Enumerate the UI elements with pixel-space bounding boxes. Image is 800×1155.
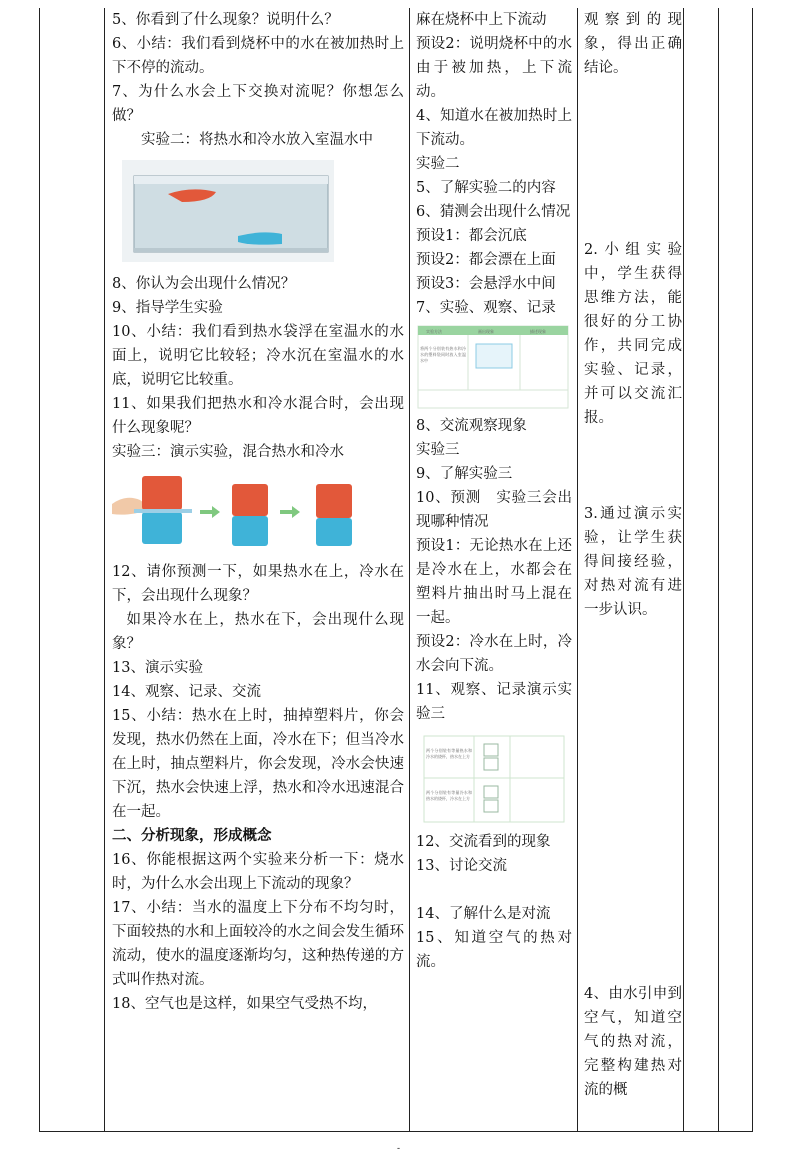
tank-bottom [134, 248, 328, 252]
text-line: 预设2：冷水在上时，冷水会向下流。 [416, 634, 572, 674]
text-line: 4、知道水在被加热时上下流动。 [416, 108, 572, 148]
text-line: 2.小组实验中，学生获得思维方法，能很好的分工协作，共同完成实验、记录，并可以交流汇报。 [584, 242, 682, 426]
text-line: 4、由水引申到空气，知道空气的热对流，完整构建热对流的概 [584, 986, 682, 1098]
text-line: 12、交流看到的现象 [416, 834, 551, 850]
arrow-icon [200, 506, 220, 518]
worksheet-cell: 将两个分别装有热水和冷水的塑料袋同时放入室温水中 [420, 346, 466, 363]
beaker-final-bottom [316, 518, 352, 546]
text-line: 7、实验、观察、记录 [416, 300, 556, 316]
text-line: 5、了解实验二的内容 [416, 180, 556, 196]
text-line: 14、了解什么是对流 [416, 906, 551, 922]
table-border-col2 [409, 8, 410, 1131]
text-line: 7、为什么水会上下交换对流呢？你想怎么做？ [112, 84, 404, 124]
beaker-cold-bottom [142, 512, 182, 544]
text-line: 12、请你预测一下，如果热水在上，冷水在下，会出现什么现象？ [112, 564, 404, 604]
water-tank [134, 176, 328, 252]
text-line: 13、讨论交流 [416, 858, 507, 874]
text-line: 预设1：都会沉底 [416, 228, 527, 244]
arrow-icon [280, 506, 300, 518]
text-line: 预设2：说明烧杯中的水由于被加热，上下流动。 [416, 36, 572, 100]
beaker-hot-top [142, 476, 182, 510]
text-line: 预设2：都会漂在上面 [416, 252, 556, 268]
text-line: 实验二 [416, 156, 460, 172]
worksheet-table-1 [416, 320, 572, 414]
experiment-2-tank-image [112, 152, 404, 272]
beaker-mix-bottom [232, 516, 268, 546]
text-line: 15、知道空气的热对流。 [416, 930, 572, 970]
text-line: 9、指导学生实验 [112, 300, 223, 316]
section-heading: 二、分析现象，形成概念 [112, 827, 272, 844]
beaker-mix-top [232, 484, 268, 516]
text-line: 实验三 [416, 442, 460, 458]
text-line: 3.通过演示实验，让学生获得间接经验，对热对流有进一步认识。 [584, 506, 682, 618]
page-number: - [397, 1144, 401, 1154]
experiment-3-beakers-image [112, 464, 404, 560]
table-border-col4 [683, 8, 684, 1131]
header-cell: 画出现象 [478, 329, 494, 334]
plastic-sheet [134, 509, 192, 513]
table-border-col3 [577, 8, 578, 1131]
spacer [416, 878, 572, 902]
text-line: 6、小结：我们看到烧杯中的水在被加热时上下不停的流动。 [112, 36, 404, 76]
text-line: 13、演示实验 [112, 660, 203, 676]
teacher-activity-column [112, 8, 404, 1016]
worksheet-cell: 两个分别装有等量热水和冷水的烧杯，热水在上方 [426, 748, 472, 759]
text-line: 预设3：会悬浮水中间 [416, 276, 556, 292]
tank-rim [134, 176, 328, 184]
beaker-final-top [316, 484, 352, 518]
text-line: 预设1：无论热水在上还是冷水在上，水都会在塑料片抽出时马上混在一起。 [416, 538, 572, 626]
text-line: 16、你能根据这两个实验来分析一下：烧水时，为什么水会出现上下流动的现象？ [112, 852, 404, 892]
text-line: 6、猜测会出现什么情况 [416, 204, 571, 220]
text-line: 11、如果我们把热水和冷水混合时，会出现什么现象呢？ [112, 396, 404, 436]
design-intent-column [584, 8, 682, 1102]
header-cell: 实验方法 [426, 329, 442, 334]
text-line: 如果冷水在上，热水在下，会出现什么现象？ [112, 612, 404, 652]
text-line: 15、小结：热水在上时，抽掉塑料片，你会发现，热水仍然在上面，冷水在下；但当冷水在上时，抽点塑料片，你会发现，冷水会快速下沉，热水会快速上浮，热水和冷水迅速混合在一起。 [112, 708, 404, 820]
text-line: 17、小结：当水的温度上下分布不均匀时，下面较热的水和上面较冷的水之间会发生循环流动，使水的温度逐渐均匀，这种热传递的方式叫作热对流。 [112, 900, 404, 988]
text-line: 10、小结：我们看到热水袋浮在室温水的水面上，说明它比较轻；冷水沉在室温水的水底，说明它比较重。 [112, 324, 404, 388]
text-line: 11、观察、记录演示实验三 [416, 682, 572, 722]
text-line: 10、预测 实验三会出现哪种情况 [416, 490, 572, 530]
worksheet-table-2 [416, 726, 572, 830]
text-line: 观察到的现象，得出正确结论。 [584, 12, 682, 76]
text-line: 8、你认为会出现什么情况？ [112, 276, 296, 292]
text-line: 14、观察、记录、交流 [112, 684, 261, 700]
text-line: 5、你看到了什么现象？说明什么？ [112, 12, 339, 28]
table-border-col5 [718, 8, 719, 1131]
student-activity-column [416, 8, 572, 974]
text-line: 9、了解实验三 [416, 466, 513, 482]
text-line: 麻在烧杯中上下流动 [416, 12, 547, 28]
table-border-col1 [104, 8, 105, 1131]
text-line: 8、交流观察现象 [416, 418, 527, 434]
experiment-3-title: 实验三：演示实验，混合热水和冷水 [112, 444, 344, 460]
experiment-2-title: 实验二：将热水和冷水放入室温水中 [141, 132, 373, 148]
tank-sketch [476, 344, 512, 368]
text-line: 18、空气也是这样，如果空气受热不均， [112, 996, 377, 1012]
worksheet-cell: 两个分别装有等量冷水和热水的烧杯，冷水在上方 [426, 790, 472, 801]
header-cell: 描述现象 [530, 329, 546, 334]
table-border-right [752, 8, 753, 1131]
